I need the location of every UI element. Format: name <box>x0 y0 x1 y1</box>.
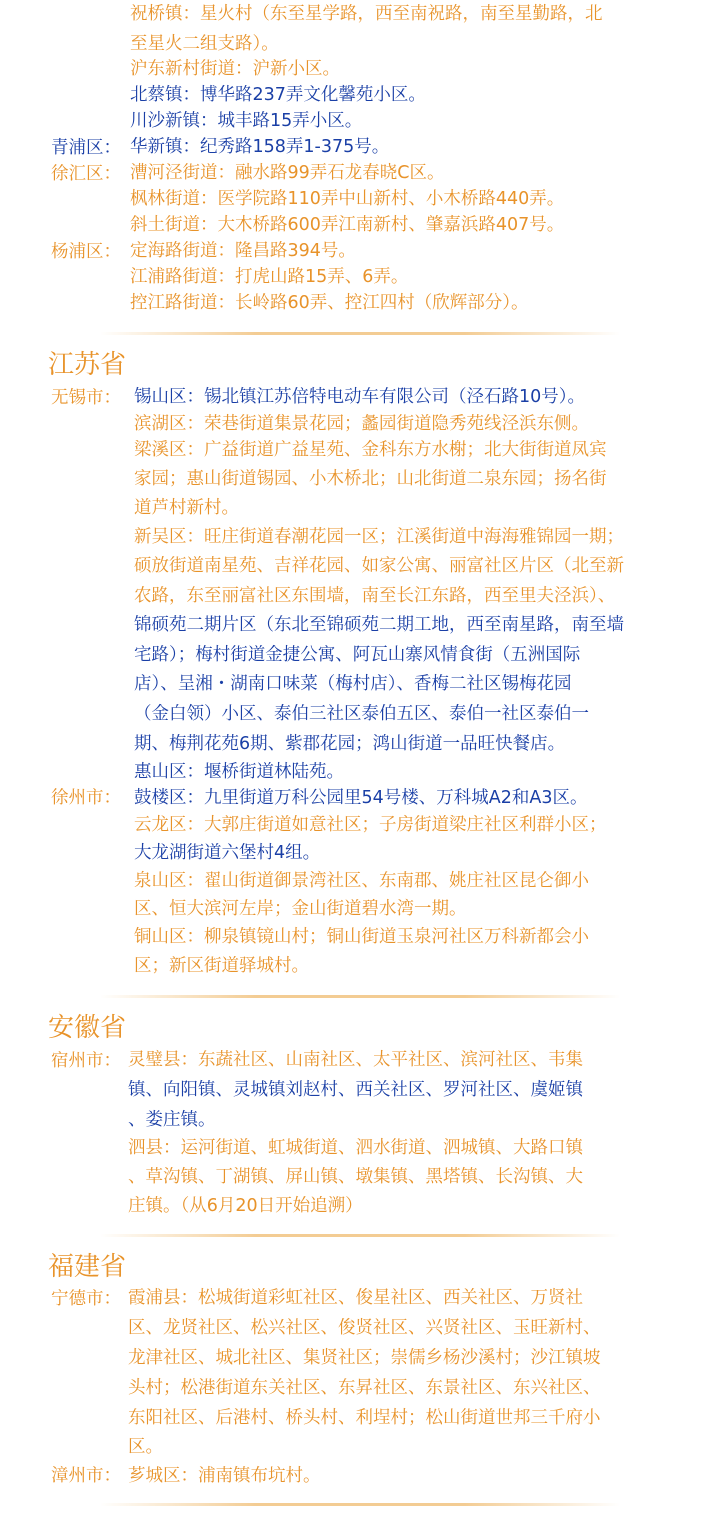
entry-line: 灵璧县：东蔬社区、山南社区、太平社区、滨河社区、韦集 <box>128 1050 583 1070</box>
entry-line: 期、梅荆花苑6期、紫郡花园；鸿山街道一品旺快餐店。 <box>134 734 566 754</box>
entry-line: 鼓楼区：九里街道万科公园里54号楼、万科城A2和A3区。 <box>134 788 588 808</box>
entry-line: 农路，东至丽富社区东围墙，南至长江东路，西至里夫泾浜）、 <box>134 586 616 606</box>
entry-line: 斜土街道：大木桥路600弄江南新村、肇嘉浜路407号。 <box>130 215 565 235</box>
entry-line: 家园；惠山街道锡园、小木桥北；山北街道二泉东园；扬名街 <box>134 469 607 489</box>
section-divider <box>100 1234 620 1237</box>
entry-line: 锦硕苑二期片区（东北至锦硕苑二期工地，西至南星路，南至墙 <box>134 615 624 635</box>
entry-line: 头村；松港街道东关社区、东昇社区、东景社区、东兴社区、 <box>128 1378 601 1398</box>
entry-line: 川沙新镇：城丰路15弄小区。 <box>130 111 363 131</box>
city-label: 无锡市： <box>51 388 121 408</box>
city-label: 漳州市： <box>51 1466 121 1486</box>
entry-line: 滨湖区：荣巷街道集景花园；蠡园街道隐秀苑线泾浜东侧。 <box>134 414 589 434</box>
entry-line: 宅路）；梅村街道金捷公寓、阿瓦山寨风情食街（五洲国际 <box>134 645 581 665</box>
entry-line: 梁溪区：广益街道广益星苑、金科东方水榭；北大街街道凤宾 <box>134 440 607 460</box>
district-label: 青浦区： <box>51 138 121 158</box>
district-label: 徐汇区： <box>51 164 121 184</box>
entry-line: 区、龙贤社区、松兴社区、俊贤社区、兴贤社区、玉旺新村、 <box>128 1318 601 1338</box>
entry-line: 新吴区：旺庄街道春潮花园一区；江溪街道中海海雅锦园一期； <box>134 527 624 547</box>
entry-line: 、草沟镇、丁湖镇、屏山镇、墩集镇、黑塔镇、长沟镇、大 <box>128 1167 583 1187</box>
entry-line: 店）、呈湘・湖南口味菜（梅村店）、香梅二社区锡梅花园 <box>134 674 572 694</box>
entry-line: 北蔡镇：博华路237弄文化馨苑小区。 <box>130 85 426 105</box>
entry-line: 芗城区：浦南镇布坑村。 <box>128 1466 321 1486</box>
entry-line: 沪东新村街道：沪新小区。 <box>130 59 340 79</box>
entry-line: 镇、向阳镇、灵城镇刘赵村、西关社区、罗河社区、虞姬镇 <box>128 1080 583 1100</box>
entry-line: 惠山区：堰桥街道林陆苑。 <box>134 762 344 782</box>
entry-line: 江浦路街道：打虎山路15弄、6弄。 <box>130 267 409 287</box>
district-label: 杨浦区： <box>51 242 121 262</box>
city-label: 徐州市： <box>51 788 121 808</box>
entry-line: 道芦村新村。 <box>134 498 239 518</box>
entry-line: 枫林街道：医学院路110弄中山新村、小木桥路440弄。 <box>130 189 565 209</box>
province-title: 福建省 <box>48 1252 127 1282</box>
entry-line: 区、恒大滨河左岸；金山街道碧水湾一期。 <box>134 899 467 919</box>
entry-line: 大龙湖街道六堡村4组。 <box>134 843 321 863</box>
entry-line: 锡山区：锡北镇江苏倍特电动车有限公司（泾石路10号）。 <box>134 387 586 407</box>
province-title: 江苏省 <box>48 350 127 380</box>
entry-line: 区；新区街道驿城村。 <box>134 956 309 976</box>
entry-line: 、娄庄镇。 <box>128 1110 216 1130</box>
entry-line: 泉山区：翟山街道御景湾社区、东南郡、姚庄社区昆仑御小 <box>134 871 589 891</box>
entry-line: 区。 <box>128 1437 163 1457</box>
entry-line: 云龙区：大郭庄街道如意社区；子房街道梁庄社区利群小区； <box>134 815 607 835</box>
entry-line: 至星火二组支路）。 <box>130 34 279 54</box>
entry-line: 铜山区：柳泉镇镜山村；铜山街道玉泉河社区万科新都会小 <box>134 927 589 947</box>
entry-line: 控江路街道：长岭路60弄、控江四村（欣辉部分）。 <box>130 293 529 313</box>
city-label: 宁德市： <box>51 1289 121 1309</box>
section-divider <box>100 1503 620 1506</box>
entry-line: 硕放街道南星苑、吉祥花园、如家公寓、丽富社区片区（北至新 <box>134 556 624 576</box>
entry-line: 东阳社区、后港村、桥头村、利埕村；松山街道世邦三千府小 <box>128 1408 601 1428</box>
entry-line: （金白领）小区、泰伯三社区泰伯五区、泰伯一社区泰伯一 <box>134 704 589 724</box>
entry-line: 龙津社区、城北社区、集贤社区；崇儒乡杨沙溪村；沙江镇坡 <box>128 1348 601 1368</box>
entry-line: 漕河泾街道：融水路99弄石龙春晓C区。 <box>130 163 445 183</box>
province-title: 安徽省 <box>48 1013 127 1043</box>
entry-line: 霞浦县：松城街道彩虹社区、俊星社区、西关社区、万贤社 <box>128 1288 583 1308</box>
entry-line: 定海路街道：隆昌路394号。 <box>130 241 356 261</box>
city-label: 宿州市： <box>51 1051 121 1071</box>
entry-line: 祝桥镇：星火村（东至星学路，西至南祝路，南至星勤路，北 <box>130 4 603 24</box>
entry-line: 庄镇。（从6月20日开始追溯） <box>128 1196 363 1216</box>
section-divider <box>100 995 620 998</box>
entry-line: 泗县：运河街道、虹城街道、泗水街道、泗城镇、大路口镇 <box>128 1138 583 1158</box>
entry-line: 华新镇：纪秀路158弄1-375号。 <box>130 137 390 157</box>
section-divider <box>100 332 620 335</box>
